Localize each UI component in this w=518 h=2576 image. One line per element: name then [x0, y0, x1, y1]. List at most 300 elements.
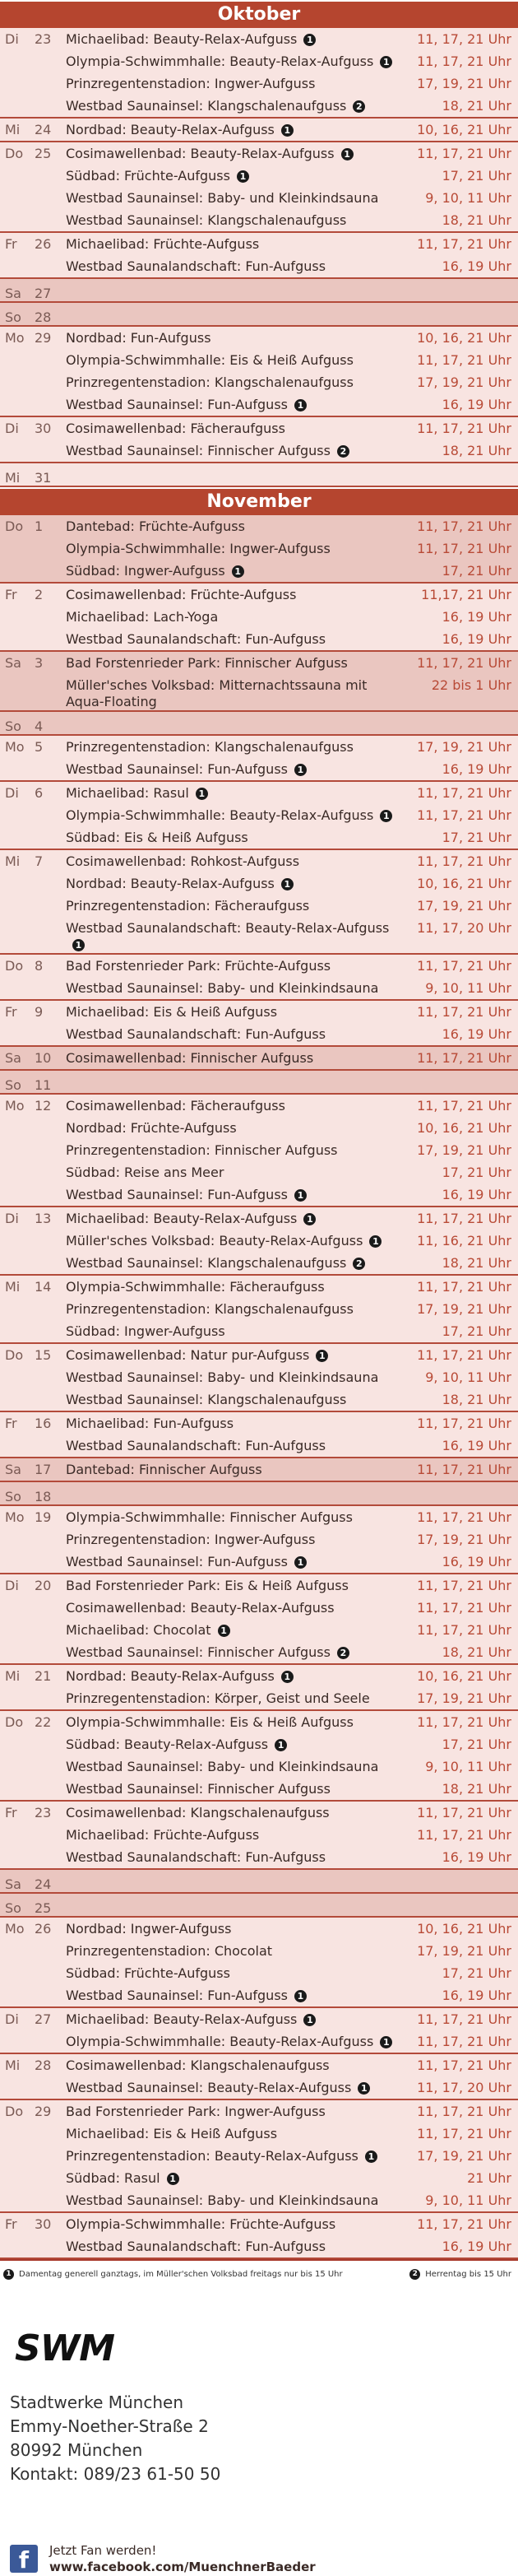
day-row	[0, 2008, 518, 2054]
event-cell	[66, 515, 396, 535]
day-number: 27	[35, 2011, 52, 2027]
day-row	[0, 1665, 518, 1711]
event-hours: 11, 17, 21 Uhr	[417, 655, 511, 671]
event-item	[66, 187, 518, 209]
event-item	[66, 1207, 518, 1230]
event-list	[66, 327, 518, 416]
event-item	[66, 1733, 518, 1755]
event-title: Müller'sches Volksbad: Beauty-Relax-Aufguss	[66, 1233, 363, 1248]
event-cell	[66, 2145, 396, 2164]
footnote-marker: 1	[281, 124, 294, 137]
event-cell	[66, 674, 396, 710]
day-row	[0, 1047, 518, 1071]
event-cell	[66, 1344, 396, 1364]
event-hours: 18, 21 Uhr	[442, 1255, 511, 1271]
event-item	[66, 371, 518, 393]
weekday-label: Mi	[5, 853, 21, 869]
weekday-label: Di	[5, 785, 19, 801]
weekday-label: Mo	[5, 1098, 25, 1114]
event-hours: 16, 19 Uhr	[442, 609, 511, 625]
event-cell	[66, 1117, 396, 1137]
footnote-marker: 2	[337, 1647, 349, 1659]
facebook-promo[interactable]	[10, 2542, 518, 2575]
event-cell	[66, 327, 396, 346]
month-header: November	[0, 487, 518, 515]
weekday-label: Mi	[5, 470, 21, 486]
weekday-label: Sa	[5, 286, 21, 301]
event-list	[66, 142, 518, 231]
event-cell	[66, 50, 396, 70]
event-cell	[66, 917, 396, 953]
event-list	[66, 1918, 518, 2006]
event-title: Prinzregentenstadion: Klangschalenaufguss	[66, 1301, 354, 1317]
footnote-marker: 1	[341, 148, 354, 160]
event-title: Michaelibad: Früchte-Aufguss	[66, 236, 260, 252]
day-number: 24	[35, 122, 52, 137]
day-number: 1	[35, 518, 44, 534]
event-hours: 11, 17, 21 Uhr	[417, 853, 511, 869]
event-cell	[66, 1597, 396, 1616]
day-number: 16	[35, 1416, 52, 1431]
event-item	[66, 1619, 518, 1641]
event-cell	[66, 1824, 396, 1844]
event-list	[66, 2100, 518, 2211]
day-number: 26	[35, 236, 52, 252]
event-list	[66, 1711, 518, 1800]
event-cell	[66, 1733, 396, 1753]
event-item	[66, 1458, 518, 1481]
event-item	[66, 1161, 518, 1183]
event-hours: 11, 17, 21 Uhr	[417, 31, 511, 47]
event-item	[66, 439, 518, 462]
event-hours: 16, 19 Uhr	[442, 2239, 511, 2254]
event-cell	[66, 2030, 396, 2050]
day-number: 31	[35, 470, 52, 486]
event-list	[66, 1047, 518, 1069]
event-title: Müller'sches Volksbad: Mitternachtssauna mit Aqua-Floating	[66, 677, 368, 709]
event-title: Bad Forstenrieder Park: Ingwer-Aufguss	[66, 2104, 326, 2119]
event-cell	[66, 1388, 396, 1408]
weekday-label: Fr	[5, 2216, 17, 2232]
day-number: 20	[35, 1578, 52, 1593]
event-item	[66, 1001, 518, 1023]
event-item	[66, 1298, 518, 1320]
event-list	[66, 417, 518, 462]
footnote-marker: 1	[380, 810, 392, 822]
event-hours: 11, 17, 21 Uhr	[417, 1462, 511, 1477]
event-item	[66, 1846, 518, 1868]
event-title: Westbad Saunalandschaft: Fun-Aufguss	[66, 2239, 326, 2254]
event-hours: 18, 21 Uhr	[442, 1644, 511, 1660]
event-list	[66, 850, 518, 953]
day-number: 26	[35, 1921, 52, 1937]
day-row	[0, 1506, 518, 1574]
event-hours: 11, 17, 21 Uhr	[417, 1805, 511, 1820]
event-title: Michaelibad: Beauty-Relax-Aufguss	[66, 2011, 298, 2027]
footnote-marker: 2	[353, 1258, 365, 1270]
event-hours: 17, 19, 21 Uhr	[417, 739, 511, 755]
event-cell	[66, 1412, 396, 1432]
day-number: 30	[35, 2216, 52, 2232]
weekday-label: Mo	[5, 739, 25, 755]
weekday-label: Mo	[5, 1921, 25, 1937]
day-number: 4	[35, 718, 44, 734]
event-item	[66, 2030, 518, 2053]
day-number: 5	[35, 739, 44, 755]
day-row	[0, 417, 518, 463]
event-cell	[66, 349, 396, 369]
event-title: Olympia-Schwimmhalle: Beauty-Relax-Aufguss	[66, 2034, 374, 2049]
event-hours: 10, 16, 21 Uhr	[417, 1120, 511, 1136]
event-title: Südbad: Rasul	[66, 2170, 160, 2186]
day-row	[0, 1458, 518, 1482]
event-item	[66, 1252, 518, 1274]
event-cell	[66, 1802, 396, 1821]
event-item	[66, 1824, 518, 1846]
event-hours: 10, 16, 21 Uhr	[417, 1921, 511, 1937]
event-cell	[66, 1095, 396, 1114]
event-cell	[66, 872, 396, 892]
event-item	[66, 606, 518, 628]
event-hours: 11, 17, 21 Uhr	[417, 1600, 511, 1616]
event-hours: 11, 17, 21 Uhr	[417, 2058, 511, 2073]
facebook-icon[interactable]: f	[10, 2545, 38, 2573]
event-hours: 10, 16, 21 Uhr	[417, 330, 511, 346]
event-item	[66, 1755, 518, 1778]
weekday-label: So	[5, 1489, 21, 1504]
event-title: Westbad Saunainsel: Klangschalenaufguss	[66, 1392, 347, 1407]
event-list	[66, 1894, 518, 1916]
event-item	[66, 1139, 518, 1161]
event-title: Michaelibad: Lach-Yoga	[66, 609, 219, 625]
event-title: Westbad Saunainsel: Baby- und Kleinkindsauna	[66, 1759, 379, 1774]
event-cell	[66, 1846, 396, 1866]
footnote-2-marker: 2	[409, 2269, 420, 2280]
event-cell	[66, 371, 396, 391]
event-cell	[66, 187, 396, 207]
day-number: 13	[35, 1211, 52, 1226]
event-item	[66, 584, 518, 606]
event-title: Olympia-Schwimmhalle: Früchte-Aufguss	[66, 2216, 336, 2232]
weekday-label: Di	[5, 1211, 19, 1226]
event-hours: 11, 17, 21 Uhr	[417, 1347, 511, 1363]
event-title: Südbad: Beauty-Relax-Aufguss	[66, 1737, 269, 1752]
event-item	[66, 2100, 518, 2123]
event-cell	[66, 233, 396, 253]
event-item	[66, 2189, 518, 2211]
event-list	[66, 1276, 518, 1342]
event-hours: 11, 17, 21 Uhr	[417, 1004, 511, 1020]
event-item	[66, 255, 518, 277]
event-cell	[66, 1755, 396, 1775]
day-row	[0, 303, 518, 327]
day-row	[0, 1412, 518, 1458]
day-row	[0, 463, 518, 487]
event-cell	[66, 2189, 396, 2209]
event-cell	[66, 255, 396, 275]
event-item	[66, 1641, 518, 1663]
event-cell	[66, 826, 396, 846]
event-title: Westbad Saunainsel: Baby- und Kleinkindsauna	[66, 190, 379, 206]
event-hours: 17, 21 Uhr	[442, 563, 511, 579]
weekday-label: Mi	[5, 1279, 21, 1295]
event-list	[66, 1870, 518, 1892]
day-row	[0, 1071, 518, 1095]
event-title: Westbad Saunainsel: Beauty-Relax-Aufguss	[66, 2080, 352, 2095]
event-hours: 11, 17, 21 Uhr	[417, 352, 511, 368]
event-item	[66, 1687, 518, 1709]
event-title: Bad Forstenrieder Park: Eis & Heiß Aufguss	[66, 1578, 349, 1593]
event-cell	[66, 736, 396, 756]
event-cell	[66, 2213, 396, 2233]
event-hours: 17, 21 Uhr	[442, 1323, 511, 1339]
event-item	[66, 804, 518, 826]
footnote-marker: 1	[380, 2036, 392, 2048]
event-list	[66, 119, 518, 141]
event-list	[66, 712, 518, 734]
event-title: Cosimawellenbad: Beauty-Relax-Aufguss	[66, 1600, 335, 1616]
event-item	[66, 652, 518, 674]
day-number: 29	[35, 330, 52, 346]
day-number: 14	[35, 1279, 52, 1295]
event-hours: 9, 10, 11 Uhr	[425, 2192, 511, 2208]
weekday-label: Fr	[5, 236, 17, 252]
event-list	[66, 1574, 518, 1663]
event-title: Cosimawellenbad: Klangschalenaufguss	[66, 1805, 330, 1820]
event-list	[66, 279, 518, 301]
event-cell	[66, 2054, 396, 2074]
day-row	[0, 1802, 518, 1870]
event-cell	[66, 804, 396, 824]
event-cell	[66, 1687, 396, 1707]
event-cell	[66, 2235, 396, 2255]
event-item	[66, 1023, 518, 1045]
event-cell	[66, 165, 396, 184]
day-number: 30	[35, 421, 52, 436]
event-hours: 11, 17, 21 Uhr	[417, 1416, 511, 1431]
event-title: Nordbad: Ingwer-Aufguss	[66, 1921, 232, 1937]
event-item	[66, 1665, 518, 1687]
event-hours: 17, 19, 21 Uhr	[417, 76, 511, 91]
event-list	[66, 955, 518, 999]
weekday-label: Di	[5, 31, 19, 47]
day-number: 3	[35, 655, 44, 671]
day-number: 27	[35, 286, 52, 301]
weekday-label: Di	[5, 421, 19, 436]
event-item	[66, 417, 518, 439]
event-hours: 18, 21 Uhr	[442, 443, 511, 458]
day-number: 18	[35, 1489, 52, 1504]
event-list	[66, 1071, 518, 1093]
event-hours: 11, 17, 21 Uhr	[417, 236, 511, 252]
weekday-label: Do	[5, 958, 24, 974]
event-item	[66, 1434, 518, 1457]
event-cell	[66, 1962, 396, 1982]
weekday-label: So	[5, 718, 21, 734]
event-hours: 9, 10, 11 Uhr	[425, 190, 511, 206]
event-title: Olympia-Schwimmhalle: Ingwer-Aufguss	[66, 541, 331, 556]
event-cell	[66, 95, 396, 114]
event-list	[66, 736, 518, 780]
event-cell	[66, 1984, 396, 2004]
event-item	[66, 1344, 518, 1366]
event-cell	[66, 2076, 396, 2096]
event-list	[66, 1482, 518, 1504]
day-row	[0, 233, 518, 279]
event-title: Westbad Saunainsel: Finnischer Aufguss	[66, 1644, 331, 1660]
event-item	[66, 1984, 518, 2006]
event-item	[66, 1940, 518, 1962]
event-title: Südbad: Früchte-Aufguss	[66, 1965, 230, 1981]
weekday-label: Di	[5, 2011, 19, 2027]
event-hours: 17, 19, 21 Uhr	[417, 1142, 511, 1158]
day-number: 24	[35, 1876, 52, 1892]
event-title: Michaelibad: Beauty-Relax-Aufguss	[66, 1211, 298, 1226]
event-title: Olympia-Schwimmhalle: Beauty-Relax-Aufguss	[66, 807, 374, 823]
event-list	[66, 515, 518, 582]
event-item	[66, 2008, 518, 2030]
day-row	[0, 1918, 518, 2008]
event-title: Prinzregentenstadion: Chocolat	[66, 1943, 273, 1959]
event-hours: 11, 17, 21 Uhr	[417, 421, 511, 436]
event-cell	[66, 1458, 396, 1478]
event-list	[66, 782, 518, 849]
event-cell	[66, 652, 396, 672]
footnote-marker: 1	[303, 34, 316, 46]
event-hours: 11, 17, 21 Uhr	[417, 1714, 511, 1730]
event-title: Michaelibad: Rasul	[66, 785, 189, 801]
event-title: Westbad Saunainsel: Baby- und Kleinkindsauna	[66, 1369, 379, 1385]
event-item	[66, 1412, 518, 1434]
day-number: 22	[35, 1714, 52, 1730]
event-item	[66, 850, 518, 872]
event-hours: 17, 19, 21 Uhr	[417, 1301, 511, 1317]
event-hours: 9, 10, 11 Uhr	[425, 1369, 511, 1385]
event-hours: 18, 21 Uhr	[442, 98, 511, 114]
event-hours: 9, 10, 11 Uhr	[425, 980, 511, 996]
footnote-marker: 1	[294, 399, 307, 412]
event-item	[66, 895, 518, 917]
swm-logo	[15, 2327, 518, 2369]
event-hours: 17, 19, 21 Uhr	[417, 374, 511, 390]
event-item	[66, 1597, 518, 1619]
event-cell	[66, 1641, 396, 1661]
event-title: Cosimawellenbad: Rohkost-Aufguss	[66, 853, 300, 869]
address-city: 80992 München	[10, 2440, 143, 2460]
event-hours: 16, 19 Uhr	[442, 1554, 511, 1569]
day-number: 29	[35, 2104, 52, 2119]
event-hours: 10, 16, 21 Uhr	[417, 876, 511, 891]
event-item	[66, 1574, 518, 1597]
footnote-marker: 2	[353, 100, 365, 113]
event-cell	[66, 1183, 396, 1203]
weekday-label: Do	[5, 1347, 24, 1363]
footnote-2-text: Herrentag bis 15 Uhr	[425, 2270, 511, 2279]
event-cell	[66, 1161, 396, 1181]
event-title: Nordbad: Früchte-Aufguss	[66, 1120, 237, 1136]
event-list	[66, 2054, 518, 2099]
event-item	[66, 72, 518, 95]
event-title: Südbad: Reise ans Meer	[66, 1165, 224, 1180]
footnote-marker: 1	[316, 1350, 328, 1362]
event-title: Westbad Saunalandschaft: Fun-Aufguss	[66, 1438, 326, 1453]
footnote-marker: 1	[72, 939, 85, 951]
weekday-label: Fr	[5, 1004, 17, 1020]
event-title: Cosimawellenbad: Natur pur-Aufguss	[66, 1347, 310, 1363]
event-item	[66, 1551, 518, 1573]
event-cell	[66, 560, 396, 579]
event-title: Nordbad: Beauty-Relax-Aufguss	[66, 876, 275, 891]
event-hours: 17, 21 Uhr	[442, 830, 511, 845]
event-cell	[66, 2123, 396, 2142]
day-row	[0, 327, 518, 417]
event-title: Cosimawellenbad: Früchte-Aufguss	[66, 587, 297, 602]
day-row	[0, 1711, 518, 1802]
event-title: Michaelibad: Eis & Heiß Aufguss	[66, 2126, 278, 2141]
footnote-marker: 1	[275, 1739, 287, 1751]
event-list	[66, 584, 518, 650]
day-number: 6	[35, 785, 44, 801]
footnote-marker: 1	[294, 1189, 307, 1202]
weekday-label: Sa	[5, 1462, 21, 1477]
facebook-link[interactable]: www.facebook.com/MuenchnerBaeder	[49, 2560, 316, 2574]
event-list	[66, 28, 518, 117]
event-item	[66, 2145, 518, 2167]
event-hours: 11, 17, 21 Uhr	[417, 2104, 511, 2119]
event-cell	[66, 417, 396, 437]
event-hours: 11, 17, 21 Uhr	[417, 2034, 511, 2049]
event-title: Michaelibad: Chocolat	[66, 1622, 211, 1638]
event-title: Prinzregentenstadion: Ingwer-Aufguss	[66, 76, 316, 91]
address-block	[10, 2391, 518, 2486]
event-hours: 17, 19, 21 Uhr	[417, 2148, 511, 2164]
day-number: 19	[35, 1509, 52, 1525]
day-row	[0, 652, 518, 712]
day-number: 11	[35, 1077, 52, 1093]
event-hours: 18, 21 Uhr	[442, 1781, 511, 1797]
event-item	[66, 1117, 518, 1139]
footnote-marker: 1	[303, 1213, 316, 1225]
weekday-label: Sa	[5, 1876, 21, 1892]
event-title: Michaelibad: Fun-Aufguss	[66, 1416, 234, 1431]
event-item	[66, 165, 518, 187]
event-title: Westbad Saunainsel: Baby- und Kleinkindsauna	[66, 980, 379, 996]
day-number: 7	[35, 853, 44, 869]
day-row	[0, 584, 518, 652]
day-row	[0, 955, 518, 1001]
day-row	[0, 1574, 518, 1665]
facebook-cta: Jetzt Fan werden!	[49, 2543, 157, 2558]
event-title: Südbad: Eis & Heiß Aufguss	[66, 830, 248, 845]
event-hours: 17, 21 Uhr	[442, 168, 511, 184]
event-item	[66, 1528, 518, 1551]
event-hours: 17, 21 Uhr	[442, 1165, 511, 1180]
weekday-label: So	[5, 1077, 21, 1093]
event-item	[66, 209, 518, 231]
event-list	[66, 2213, 518, 2257]
event-title: Cosimawellenbad: Beauty-Relax-Aufguss	[66, 146, 335, 161]
day-number: 12	[35, 1098, 52, 1114]
day-number: 21	[35, 1668, 52, 1684]
day-number: 9	[35, 1004, 44, 1020]
event-title: Westbad Saunainsel: Klangschalenaufguss	[66, 98, 347, 114]
event-title: Südbad: Früchte-Aufguss	[66, 168, 230, 184]
day-number: 8	[35, 958, 44, 974]
footnote-marker: 1	[281, 1671, 294, 1683]
event-title: Westbad Saunainsel: Baby- und Kleinkindsauna	[66, 2192, 379, 2208]
event-title: Cosimawellenbad: Fächeraufguss	[66, 421, 285, 436]
event-item	[66, 2054, 518, 2076]
